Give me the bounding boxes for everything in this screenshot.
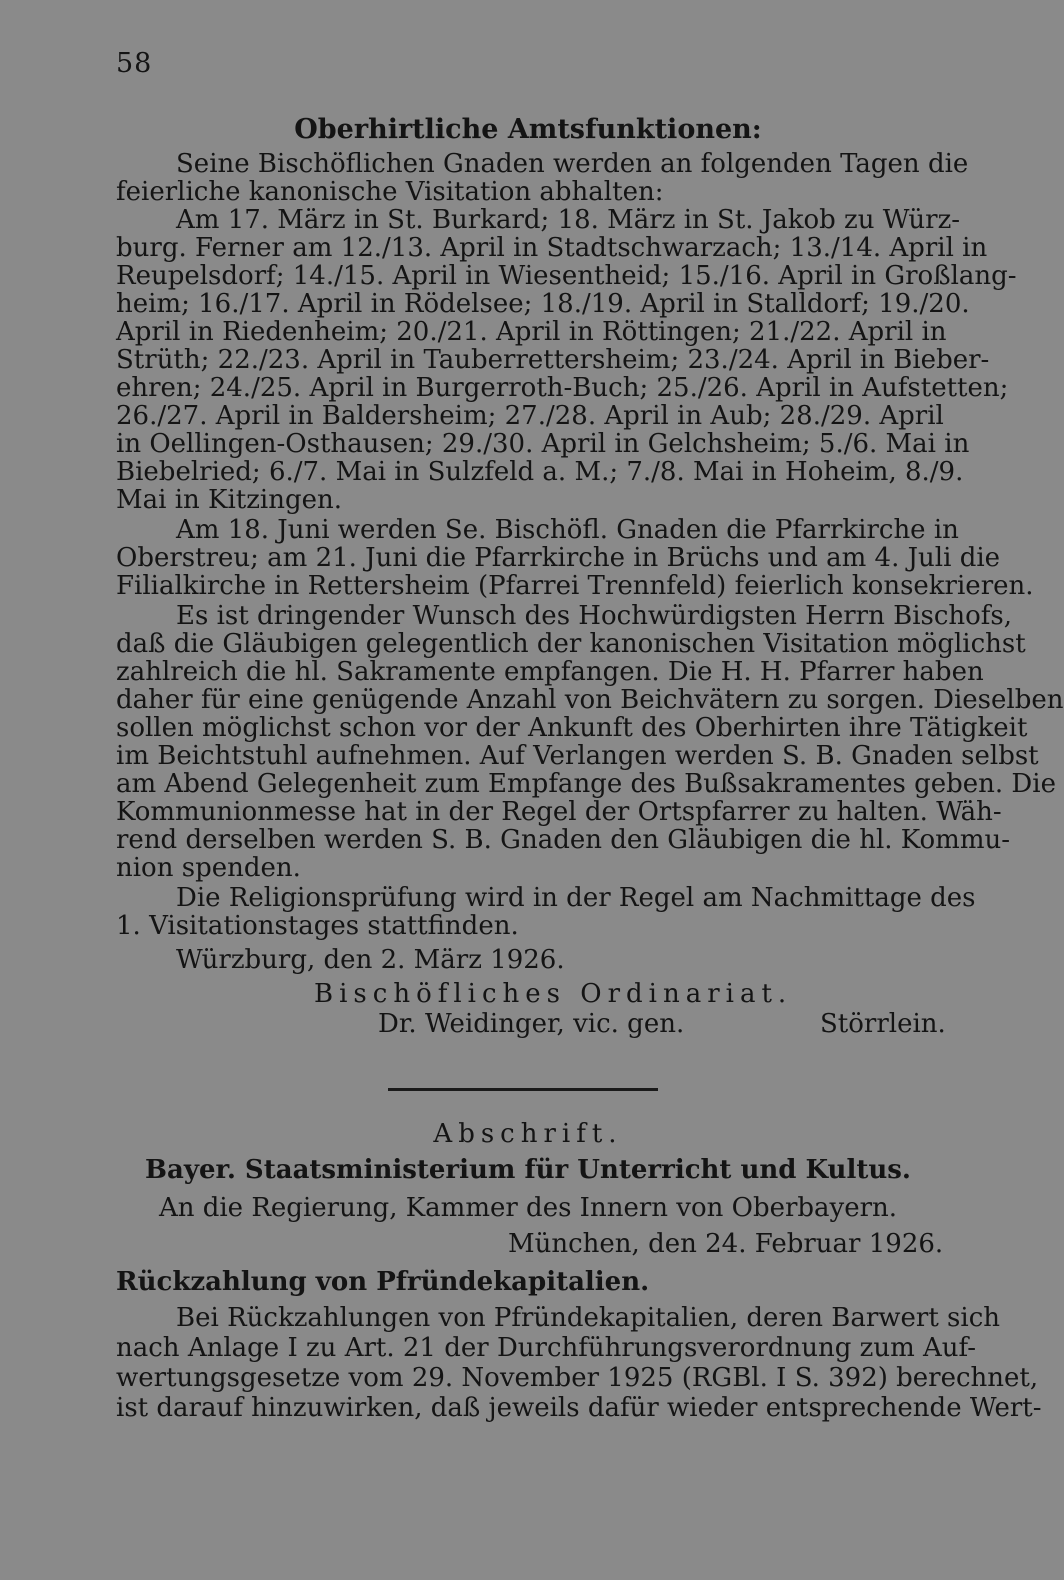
body-line: ehren; 24./25. April in Burgerroth-Buch; 25./26. April in Aufstetten; bbox=[116, 373, 1009, 403]
body-line: Reupelsdorf; 14./15. April in Wiesentheid; 15./16. April in Großlang- bbox=[116, 261, 1017, 291]
place-date-2: München, den 24. Februar 1926. bbox=[508, 1229, 944, 1259]
body-line: Am 17. März in St. Burkard; 18. März in St. Jakob zu Würz- bbox=[176, 205, 961, 235]
body-line: rend derselben werden S. B. Gnaden den Gläubigen die hl. Kommu- bbox=[116, 825, 1011, 855]
addressee: An die Regierung, Kammer des Innern von Oberbayern. bbox=[158, 1193, 898, 1223]
body-line: in Oellingen-Osthausen; 29./30. April in Gelchsheim; 5./6. Mai in bbox=[116, 429, 970, 459]
body-line: wertungsgesetze vom 29. November 1925 (RGBl. I S. 392) berechnet, bbox=[116, 1363, 1039, 1393]
page-number: 58 bbox=[116, 48, 153, 79]
body-line: ist darauf hinzuwirken, daß jeweils dafür wieder entsprechende Wert- bbox=[116, 1393, 1042, 1423]
body-line: Es ist dringender Wunsch des Hochwürdigsten Herrn Bischofs, bbox=[176, 601, 1013, 631]
body-line: nach Anlage I zu Art. 21 der Durchführungsverordnung zum Auf- bbox=[116, 1333, 977, 1363]
body-line: Mai in Kitzingen. bbox=[116, 485, 343, 515]
body-line: Seine Bischöflichen Gnaden werden an folgenden Tagen die bbox=[176, 149, 969, 179]
body-line: burg. Ferner am 12./13. April in Stadtschwarzach; 13./14. April in bbox=[116, 233, 988, 263]
body-line: nion spenden. bbox=[116, 853, 301, 883]
divider-rule bbox=[388, 1088, 658, 1091]
body-line: 26./27. April in Baldersheim; 27./28. April in Aub; 28./29. April bbox=[116, 401, 944, 431]
body-line: zahlreich die hl. Sakramente empfangen. Die H. H. Pfarrer haben bbox=[116, 657, 984, 687]
body-line: Kommunionmesse hat in der Regel der Ortspfarrer zu halten. Wäh- bbox=[116, 797, 1002, 827]
body-line: sollen möglichst schon vor der Ankunft des Oberhirten ihre Tätigkeit bbox=[116, 713, 1028, 743]
body-line: Strüth; 22./23. April in Tauberrettersheim; 23./24. April in Bieber- bbox=[116, 345, 990, 375]
body-line: Oberstreu; am 21. Juni die Pfarrkirche in Brüchs und am 4. Juli die bbox=[116, 543, 1001, 573]
body-line: am Abend Gelegenheit zum Empfange des Bußsakramentes geben. Die bbox=[116, 769, 1056, 799]
body-line: 1. Visitationstages stattfinden. bbox=[116, 911, 519, 941]
body-line: April in Riedenheim; 20./21. April in Röttingen; 21./22. April in bbox=[116, 317, 947, 347]
body-line: daß die Gläubigen gelegentlich der kanonischen Visitation möglichst bbox=[116, 629, 1026, 659]
place-date: Würzburg, den 2. März 1926. bbox=[176, 945, 565, 975]
body-line: im Beichtstuhl aufnehmen. Auf Verlangen werden S. B. Gnaden selbst bbox=[116, 741, 1039, 771]
body-line: heim; 16./17. April in Rödelsee; 18./19. April in Stalldorf; 19./20. bbox=[116, 289, 970, 319]
ministry-heading: Bayer. Staatsministerium für Unterricht und Kultus. bbox=[145, 1155, 911, 1185]
subject-heading: Rückzahlung von Pfründekapitalien. bbox=[116, 1267, 650, 1297]
body-line: daher für eine genügende Anzahl von Beichvätern zu sorgen. Dieselben bbox=[116, 685, 1064, 715]
body-line: Biebelried; 6./7. Mai in Sulzfeld a. M.; 7./8. Mai in Hoheim, 8./9. bbox=[116, 457, 964, 487]
body-line: Die Religionsprüfung wird in der Regel am Nachmittage des bbox=[176, 883, 976, 913]
body-line: Filialkirche in Rettersheim (Pfarrei Trennfeld) feierlich konsekrieren. bbox=[116, 571, 1034, 601]
body-line: Am 18. Juni werden Se. Bischöfl. Gnaden die Pfarrkirche in bbox=[176, 515, 959, 545]
section-title: Oberhirtliche Amtsfunktionen: bbox=[294, 114, 762, 145]
issuing-authority: Bischöfliches Ordinariat. bbox=[314, 979, 793, 1009]
copy-heading: Abschrift. bbox=[433, 1119, 623, 1149]
signer-right: Störrlein. bbox=[820, 1009, 946, 1039]
body-line: feierliche kanonische Visitation abhalten: bbox=[116, 177, 664, 207]
signer-left: Dr. Weidinger, vic. gen. bbox=[378, 1009, 685, 1039]
body-line: Bei Rückzahlungen von Pfründekapitalien, deren Barwert sich bbox=[176, 1303, 1001, 1333]
